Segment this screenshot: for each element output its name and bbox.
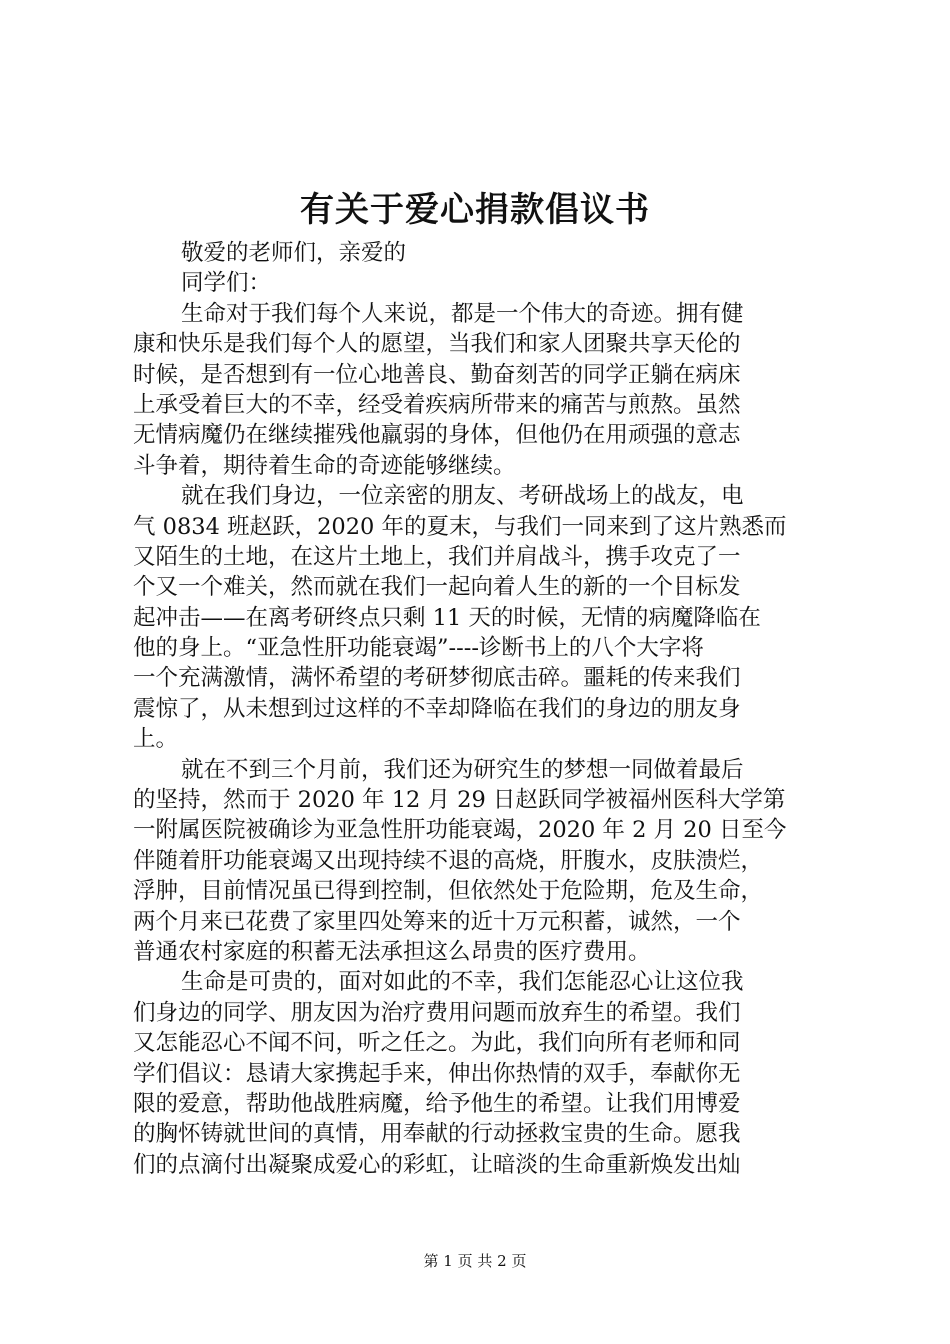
text-line: 普通农村家庭的积蓄无法承担这么昂贵的医疗费用。 xyxy=(133,938,651,965)
text-line: 学们倡议：恳请大家携起手来，伸出你热情的双手，奉献你无 xyxy=(133,1060,741,1087)
text-line: 斗争着，期待着生命的奇迹能够继续。 xyxy=(133,452,516,479)
text-line: 个又一个难关，然而就在我们一起向着人生的新的一个目标发 xyxy=(133,574,741,601)
text-line: 的胸怀铸就世间的真情，用奉献的行动拯救宝贵的生命。愿我 xyxy=(133,1121,741,1148)
paragraph-3 xyxy=(133,755,833,968)
text-line: 伴随着肝功能衰竭又出现持续不退的高烧，肝腹水，皮肤溃烂， xyxy=(133,847,764,874)
text-line: 就在我们身边，一位亲密的朋友、考研战场上的战友，电 xyxy=(181,483,744,510)
text-line: 一个充满激情，满怀希望的考研梦彻底击碎。噩耗的传来我们 xyxy=(133,665,741,692)
text-line: 限的爱意，帮助他战胜病魔，给予他生的希望。让我们用博爱 xyxy=(133,1090,741,1117)
paragraph-2 xyxy=(133,481,833,755)
text-line: 震惊了，从未想到过这样的不幸却降临在我们的身边的朋友身 xyxy=(133,695,741,722)
document-body xyxy=(133,238,833,1180)
page-footer: 第 1 页 共 2 页 xyxy=(423,1252,527,1270)
text-line: 又陌生的土地，在这片土地上，我们并肩战斗，携手攻克了一 xyxy=(133,543,741,570)
text-line: 上承受着巨大的不幸，经受着疾病所带来的痛苦与煎熬。虽然 xyxy=(133,391,741,418)
text-line: 康和快乐是我们每个人的愿望，当我们和家人团聚共享天伦的 xyxy=(133,331,741,358)
text-line: 生命是可贵的，面对如此的不幸，我们怎能忍心让这位我 xyxy=(181,969,744,996)
paragraph-4 xyxy=(133,967,833,1180)
document-title: 有关于爱心捐款倡议书 xyxy=(300,190,650,230)
text-line: 两个月来已花费了家里四处筹来的近十万元积蓄，诚然，一个 xyxy=(133,908,741,935)
salutation-line: 同学们： xyxy=(181,270,272,297)
text-line: 无情病魔仍在继续摧残他羸弱的身体，但他仍在用顽强的意志 xyxy=(133,422,741,449)
text-line: 他的身上。“亚急性肝功能衰竭”----诊断书上的八个大字将 xyxy=(133,635,704,662)
text-line: 们身边的同学、朋友因为治疗费用问题而放弃生的希望。我们 xyxy=(133,999,741,1026)
paragraph-1 xyxy=(133,299,833,481)
text-line: 时候，是否想到有一位心地善良、勤奋刻苦的同学正躺在病床 xyxy=(133,361,741,388)
text-line: 又怎能忍心不闻不问，听之任之。为此，我们向所有老师和同 xyxy=(133,1030,741,1057)
text-line: 上。 xyxy=(133,726,179,753)
text-line: 生命对于我们每个人来说，都是一个伟大的奇迹。拥有健 xyxy=(181,300,744,327)
text-line: 起冲击——在离考研终点只剩 11 天的时候，无情的病魔降临在 xyxy=(133,604,761,631)
salutation-line: 敬爱的老师们，亲爱的 xyxy=(181,240,407,266)
text-line: 一附属医院被确诊为亚急性肝功能衰竭，2020 年 2 月 20 日至今 xyxy=(133,817,787,844)
text-line: 的坚持，然而于 2020 年 12 月 29 日赵跃同学被福州医科大学第 xyxy=(133,787,786,814)
text-line: 们的点滴付出凝聚成爱心的彩虹，让暗淡的生命重新焕发出灿 xyxy=(133,1151,741,1178)
text-line: 气 0834 班赵跃，2020 年的夏末，与我们一同来到了这片熟悉而 xyxy=(133,513,787,540)
text-line: 浮肿，目前情况虽已得到控制，但依然处于危险期，危及生命， xyxy=(133,878,764,905)
text-line: 就在不到三个月前，我们还为研究生的梦想一同做着最后 xyxy=(181,756,744,783)
